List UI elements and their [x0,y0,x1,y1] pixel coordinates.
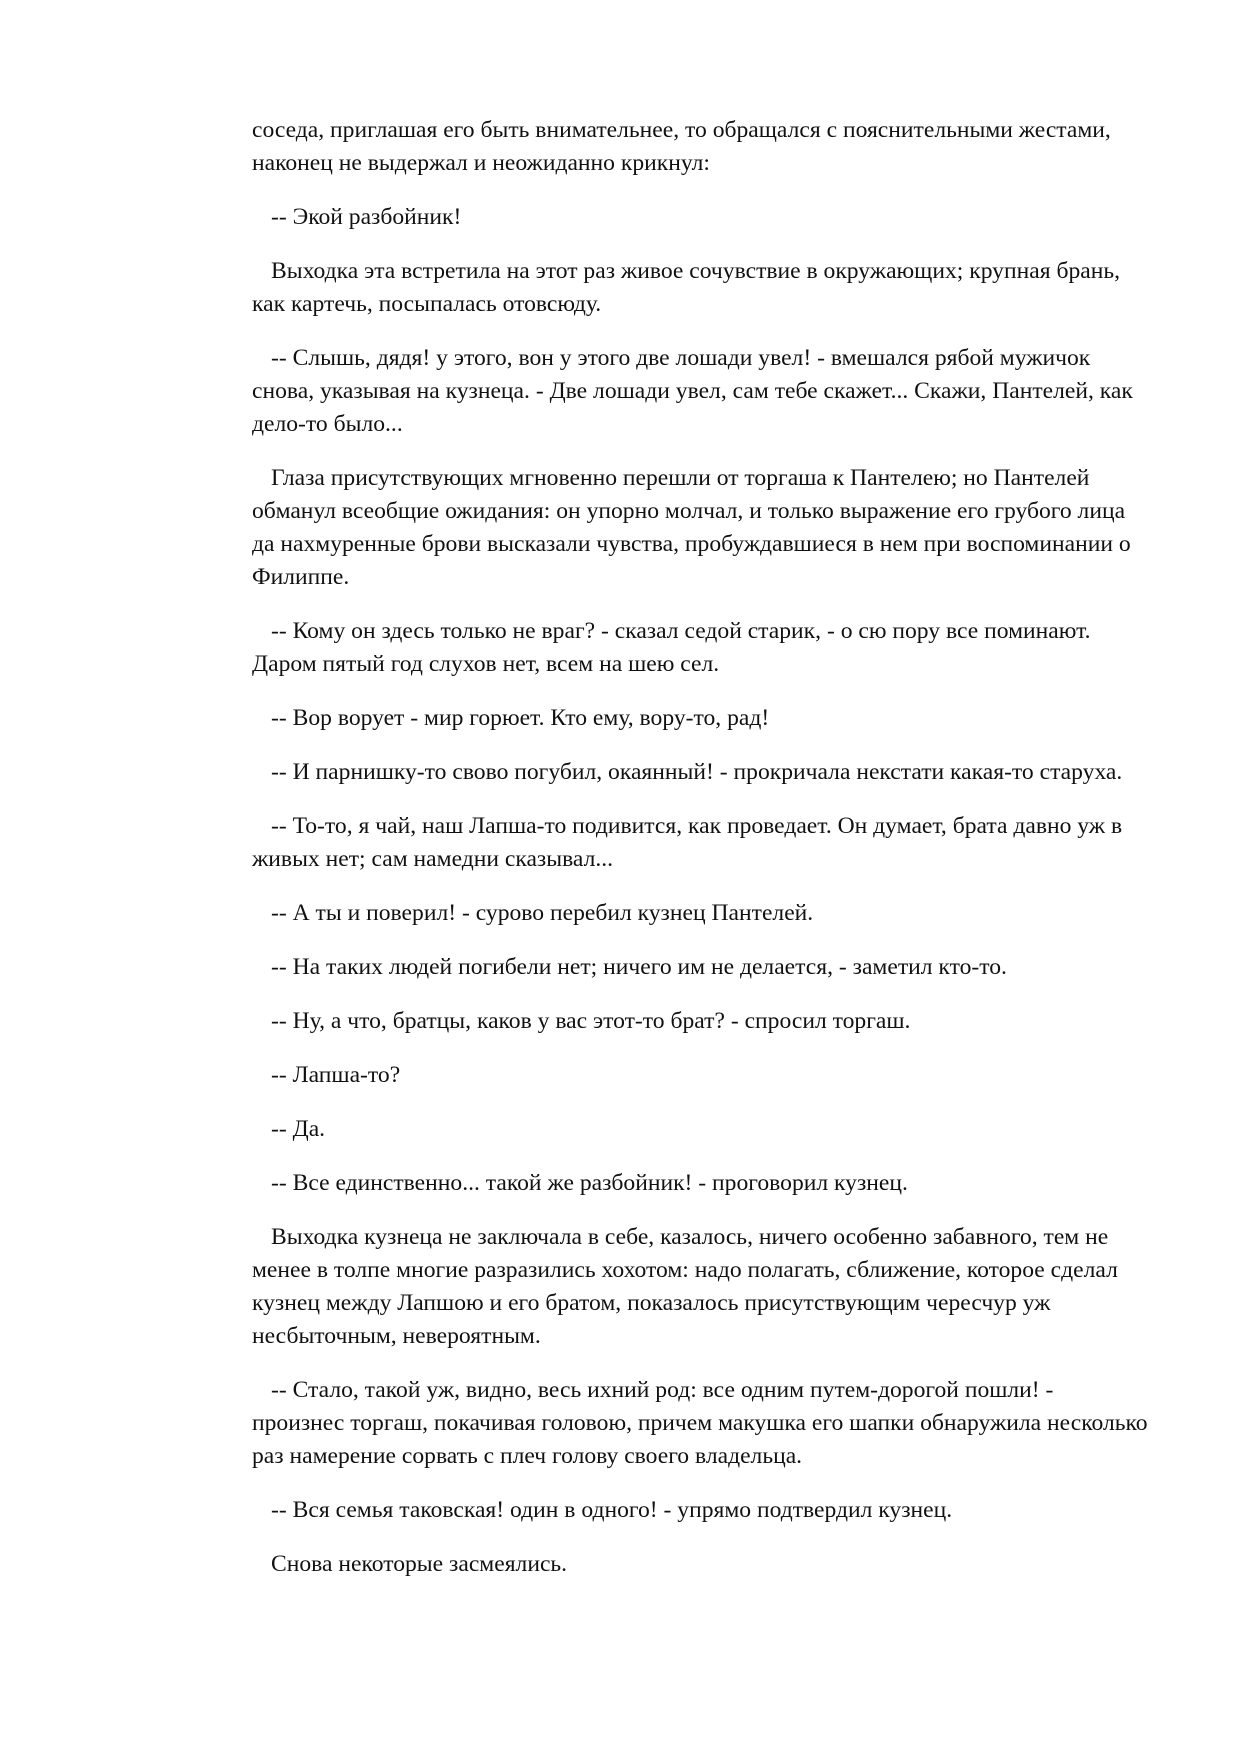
paragraph-dialogue: -- Вся семья таковская! один в одного! - упрямо подтвердил кузнец. [271,1497,953,1523]
paragraph-dialogue: -- Экой разбойник! [271,204,462,230]
paragraph-narration: Глаза присутствующих мгновенно перешли от торгаша к Пантелею; но Пантелей обманул всеобщие ожидания: он упорно молчал, и только выражение его грубого лица да нахмуренные брови высказали чувства, пробуждавшиеся в нем при воспоминании о Филиппе. [252,465,1131,590]
paragraph-dialogue: -- На таких людей погибели нет; ничего им не делается, - заметил кто-то. [271,954,1007,980]
paragraph-dialogue: -- То-то, я чай, наш Лапша-то подивится, как проведает. Он думает, брата давно уж в живых нет; сам намедни сказывал... [252,813,1123,872]
paragraph-dialogue: -- И парнишку-то свово погубил, окаянный! - прокричала некстати какая-то старуха. [271,759,1123,785]
paragraph-dialogue: -- А ты и поверил! - сурово перебил кузнец Пантелей. [271,900,814,926]
paragraph-narration: Снова некоторые засмеялись. [271,1551,568,1577]
paragraph-dialogue: -- Все единственно... такой же разбойник! - проговорил кузнец. [271,1170,908,1196]
paragraph-dialogue: -- Ну, а что, братцы, каков у вас этот-то брат? - спросил торгаш. [271,1008,911,1034]
paragraph-narration: Выходка эта встретила на этот раз живое сочувствие в окружающих; крупная брань, как картечь, посыпалась отовсюду. [252,258,1121,317]
paragraph-dialogue: -- Слышь, дядя! у этого, вон у этого две лошади увел! - вмешался рябой мужичок снова, указывая на кузнеца. - Две лошади увел, сам тебе скажет... Скажи, Пантелей, как дело-то было... [252,345,1133,437]
paragraph-dialogue: -- Кому он здесь только не враг? - сказал седой старик, - о сю пору все поминают. Даром пятый год слухов нет, всем на шею сел. [252,618,1091,677]
paragraph-dialogue: -- Стало, такой уж, видно, весь ихний род: все одним путем-дорогой пошли! - произнес торгаш, покачивая головою, причем макушка его шапки обнаружила несколько раз намерение сорвать с плеч голову своего владельца. [252,1377,1148,1469]
paragraph-narration: Выходка кузнеца не заключала в себе, казалось, ничего особенно забавного, тем не менее в толпе многие разразились хохотом: надо полагать, сближение, которое сделал кузнец между Лапшою и его братом, показалось присутствующим чересчур уж несбыточным, невероятным. [252,1224,1118,1349]
paragraph-dialogue: -- Да. [271,1116,326,1142]
paragraph-continuation: соседа, приглашая его быть внимательнее, то обращался с пояснительными жестами, наконец не выдержал и неожиданно крикнул: [252,117,1111,176]
paragraph-dialogue: -- Лапша-то? [271,1062,401,1088]
paragraph-dialogue: -- Вор ворует - мир горюет. Кто ему, вору-то, рад! [271,705,770,731]
text-body [252,114,1150,1602]
